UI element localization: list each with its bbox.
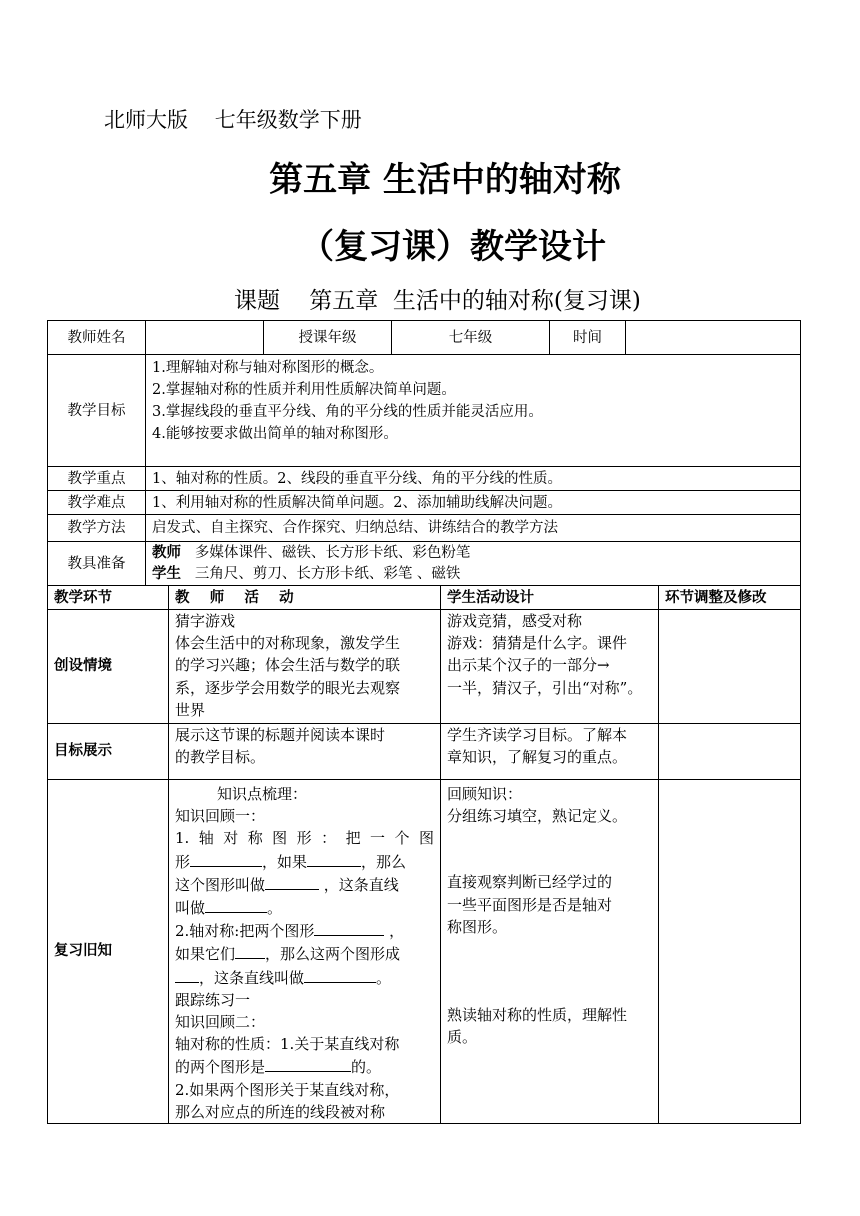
method-value: 启发式、自主探究、合作探究、归纳总结、讲练结合的教学方法 [146,515,801,542]
student-activity [441,780,659,1124]
header-adjustment: 环节调整及修改 [659,586,801,610]
topic-line [234,282,641,315]
prep-student-value: 三角尺、剪刀、长方形卡纸、彩笔 、磁铁 [194,565,461,582]
page-title: 第五章 生活中的轴对称 [269,160,621,200]
topic-label: 课题 [234,288,280,314]
text-line: 展示这节课的标题并阅读本课时 [175,726,386,744]
prep-student-label: 学生 [152,565,181,582]
fill-blank[interactable] [314,919,384,936]
goal-item: 4.能够按要求做出简单的轴对称图形。 [152,426,398,442]
header-stage: 教学环节 [48,586,169,610]
text-line: 知识回顾二： [175,1013,266,1032]
text-frag: 。 [267,899,283,918]
text-line [175,896,434,919]
student-activity [441,724,659,780]
text-line: 分组练习填空，熟记定义。 [447,807,628,826]
publisher: 北师大版 [104,108,188,132]
header-student-activity: 学生活动设计 [441,586,659,610]
text-line [175,850,434,873]
topic-value: 第五章 生活中的轴对称(复习课) [309,288,641,314]
fill-blank[interactable] [265,873,319,890]
plan-row-scenario [48,610,801,724]
text-line: 直接观察判断已经学过的 [447,873,613,892]
prep-teacher-line [152,543,794,564]
goal-item: 3.掌握线段的垂直平分线、角的平分线的性质并能灵活应用。 [152,404,543,420]
goals-list [146,355,801,467]
lesson-plan-table [47,585,801,1124]
text-frag: 叫做 [175,899,206,918]
text-frag: ，那么 [361,852,407,871]
grade-value: 七年级 [392,321,550,355]
fill-blank[interactable] [190,850,262,867]
fill-blank[interactable] [235,942,265,959]
info-row-difficulty [48,491,801,515]
teacher-activity [169,724,441,780]
book-info [104,104,362,134]
goal-item: 2.掌握轴对称的性质并利用性质解决简单问题。 [152,382,456,398]
text-frag: 如果它们 [175,945,236,964]
adjustment-cell [659,780,801,1124]
text-line: 1.轴对称图形：把一个图 [175,829,434,848]
spacer [447,827,652,871]
prep-label: 教具准备 [48,542,146,586]
teacher-name-label: 教师姓名 [48,321,146,355]
text-line: 游戏竞猜，感受对称 [447,612,583,630]
text-line: 回顾知识： [447,785,523,803]
info-row-basic [48,321,801,355]
text-line: 一半，猜汉子，引出“对称”。 [447,678,643,697]
fill-blank[interactable] [304,966,376,983]
difficulty-value: 1、利用轴对称的性质解决简单问题。2、添加辅助线解决问题。 [146,491,801,515]
text-line: 世界 [175,700,206,719]
text-frag: 。 [376,968,392,987]
grade-book: 七年级数学下册 [214,108,362,132]
text-line: 的学习兴趣；体会生活与数学的联 [175,656,401,675]
teacher-activity [169,780,441,1124]
prep-teacher-value: 多媒体课件、磁铁、长方形卡纸、彩色粉笔 [194,544,471,561]
text-line: 熟读轴对称的性质，理解性 [447,1006,628,1025]
difficulty-label: 教学难点 [48,491,146,515]
text-frag: 的两个图形是 [175,1058,266,1077]
spacer [447,938,652,1004]
text-frag: ，这条直线叫做 [199,968,305,987]
text-line [175,1055,434,1078]
text-line [175,873,434,896]
page-subtitle: （复习课）教学设计 [300,227,606,267]
text-frag: ，如果 [262,852,308,871]
info-row-goals [48,355,801,467]
section-label: 目标展示 [48,724,169,780]
time-value [626,321,801,355]
info-table [47,320,801,586]
text-line: 系，逐步学会用数学的眼光去观察 [175,678,401,697]
plan-row-review [48,780,801,1124]
text-frag: 2.轴对称:把两个图形 [175,922,315,941]
plan-row-goals [48,724,801,780]
grade-label: 授课年级 [264,321,392,355]
adjustment-cell [659,724,801,780]
text-line: 质。 [447,1028,478,1047]
plan-header-row [48,586,801,610]
prep-teacher-label: 教师 [152,544,181,561]
text-frag: ，这条直线 [319,875,399,894]
text-line: 轴对称的性质：1.关于某直线对称 [175,1035,400,1054]
text-line: 一些平面图形是否是轴对 [447,895,613,914]
text-line: 称图形。 [447,917,508,936]
key-value: 1、轴对称的性质。2、线段的垂直平分线、角的平分线的性质。 [146,467,801,491]
text-frag: 的。 [351,1058,382,1077]
text-frag: 这个图形叫做 [175,875,266,894]
text-line: 学生齐读学习目标。了解本 [447,726,628,744]
text-frag: ，那么这两个图形成 [265,945,401,964]
method-label: 教学方法 [48,515,146,542]
section-label: 创设情境 [48,610,169,724]
fill-blank[interactable] [175,966,199,983]
text-line: 游戏：猜猜是什么字。课件 [447,634,628,653]
time-label: 时间 [550,321,626,355]
section-label: 复习旧知 [48,780,169,1124]
knowledge-heading: 知识点梳理： [217,785,308,803]
text-line: 猜字游戏 [175,612,236,630]
info-row-method [48,515,801,542]
text-line [175,966,434,989]
prep-student-line [152,564,794,585]
text-line: 的教学目标。 [175,748,266,767]
student-activity [441,610,659,724]
text-line: 那么对应点的所连的线段被对称 [175,1102,386,1121]
fill-blank[interactable] [265,1055,351,1072]
text-frag: ， [384,922,405,941]
text-frag: 形 [175,852,191,871]
fill-blank[interactable] [307,850,361,867]
prep-value [146,542,801,586]
teacher-name-value [146,321,264,355]
text-line [175,942,434,965]
goal-item: 1.理解轴对称与轴对称图形的概念。 [152,360,384,376]
text-line: 跟踪练习一 [175,990,251,1009]
fill-blank[interactable] [205,896,267,913]
text-line: 体会生活中的对称现象，激发学生 [175,634,401,653]
teacher-activity [169,610,441,724]
info-row-key [48,467,801,491]
key-label: 教学重点 [48,467,146,491]
goals-label: 教学目标 [48,355,146,467]
text-line: 出示某个汉子的一部分→ [447,656,610,675]
header-teacher-activity: 教 师 活 动 [169,586,441,610]
text-line: 2.如果两个图形关于某直线对称， [175,1080,400,1099]
adjustment-cell [659,610,801,724]
info-row-prep [48,542,801,586]
text-line: 章知识，了解复习的重点。 [447,748,628,767]
text-line: 知识回顾一： [175,807,266,826]
text-line [175,919,434,942]
